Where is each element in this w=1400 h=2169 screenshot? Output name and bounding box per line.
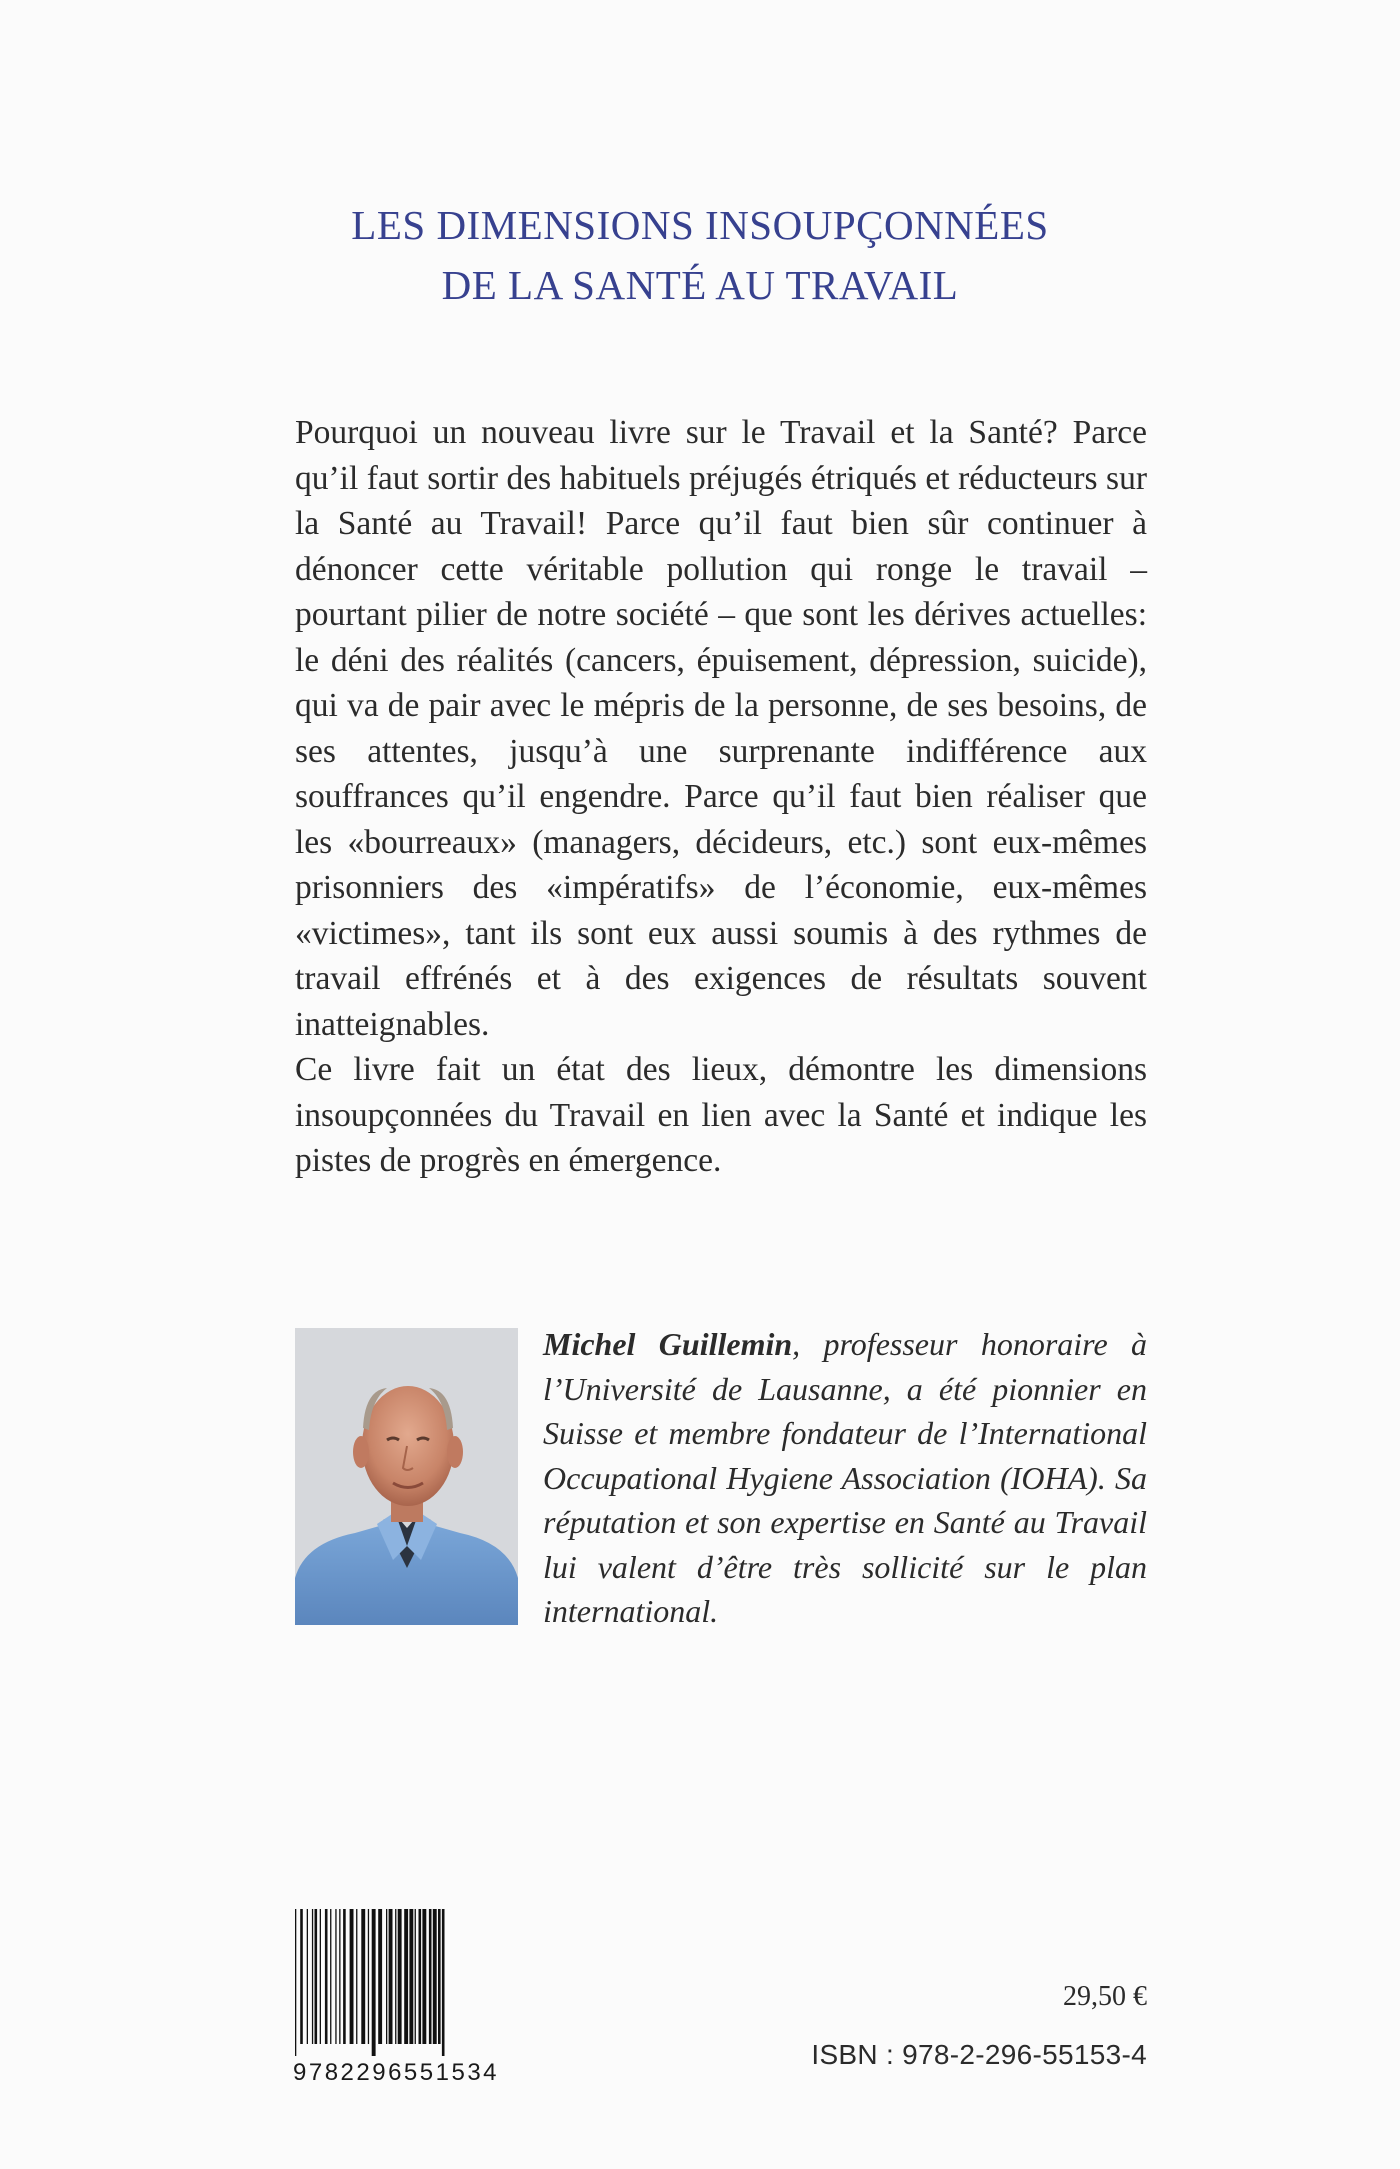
author-bio-text: , professeur honoraire à l’Université de Lausanne, a été pionnier en Suisse et membre fondateur de l’International Occupational Hygiene Association (IOHA). Sa réputation et son expertise en Santé au Travail lui valent d’être très sollicité sur le plan international. bbox=[543, 1326, 1148, 1629]
barcode-bar bbox=[339, 1909, 340, 2044]
barcode-bar bbox=[368, 1909, 369, 2044]
barcode-bar bbox=[422, 1909, 426, 2044]
barcode-bar bbox=[386, 1909, 387, 2044]
barcode-bars bbox=[293, 1909, 533, 2056]
barcode-bar bbox=[442, 1909, 445, 2056]
barcode-bar bbox=[395, 1909, 396, 2044]
barcode-digits: 9782296551534 bbox=[293, 2059, 500, 2086]
summary-paragraph-2: Ce livre fait un état des lieux, démontre les dimensions insoupçonnées du Travail en lien avec la Santé et indique les pistes de progrès en émergence. bbox=[295, 1051, 1147, 1179]
barcode-bar bbox=[404, 1909, 408, 2044]
barcode-bar bbox=[378, 1909, 382, 2044]
author-portrait bbox=[295, 1328, 518, 1625]
barcode-bar bbox=[320, 1909, 321, 2044]
barcode-bar bbox=[419, 1909, 422, 2044]
barcode-bar bbox=[315, 1909, 318, 2044]
barcode-bar bbox=[325, 1909, 328, 2044]
barcode-bar bbox=[372, 1909, 376, 2056]
book-summary bbox=[295, 410, 1147, 1184]
author-portrait-icon bbox=[295, 1328, 518, 1625]
barcode-bar bbox=[335, 1909, 336, 2044]
barcode-bar bbox=[409, 1909, 413, 2044]
book-title-line-1: LES DIMENSIONS INSOUPÇONNÉES bbox=[351, 202, 1049, 248]
barcode-bar bbox=[350, 1909, 354, 2044]
barcode-bar bbox=[433, 1909, 437, 2044]
barcode-bar bbox=[330, 1909, 331, 2044]
barcode-bar bbox=[343, 1909, 346, 2044]
author-bio bbox=[543, 1322, 1147, 1634]
book-title-line-2: DE LA SANTÉ AU TRAVAIL bbox=[441, 262, 959, 308]
author-name: Michel Guillemin bbox=[543, 1326, 793, 1362]
barcode-bar bbox=[438, 1909, 441, 2044]
barcode-bar bbox=[295, 1909, 296, 2056]
barcode bbox=[293, 1909, 533, 2089]
barcode-bar bbox=[361, 1909, 365, 2044]
barcode-bar bbox=[356, 1909, 357, 2044]
summary-paragraph-1: Pourquoi un nouveau livre sur le Travail et la Santé? Parce qu’il faut sortir des habituels préjugés étriqués et réducteurs sur la Santé au Travail! Parce qu’il faut bien sûr continuer à dénoncer cette véritable pollution qui ronge le travail – pourtant pilier de notre société – que sont les dérives actuelles: le déni des réalités (cancers, épuisement, dépression, suicide), qui va de pair avec le mépris de la personne, de ses besoins, de ses attentes, jusqu’à une surprenante indifférence aux souffrances qu’il engendre. Parce qu’il faut bien réaliser que les «bourreaux» (managers, décideurs, etc.) sont eux-mêmes prisonniers des «impératifs» de l’économie, eux-mêmes «victimes», tant ils sont eux aussi soumis à des rythmes de travail effrénés et à des exigences de résultats souvent inatteignables. bbox=[295, 414, 1147, 1043]
barcode-bar bbox=[415, 1909, 416, 2044]
isbn: ISBN : 978-2-296-55153-4 bbox=[811, 2039, 1147, 2070]
barcode-bar bbox=[429, 1909, 432, 2044]
barcode-bar bbox=[300, 1909, 303, 2044]
book-title bbox=[0, 195, 1400, 315]
barcode-bar bbox=[389, 1909, 393, 2044]
price: 29,50 € bbox=[1063, 1981, 1147, 2012]
barcode-bar bbox=[398, 1909, 402, 2044]
barcode-bar bbox=[312, 1909, 313, 2044]
barcode-bar bbox=[307, 1909, 308, 2044]
